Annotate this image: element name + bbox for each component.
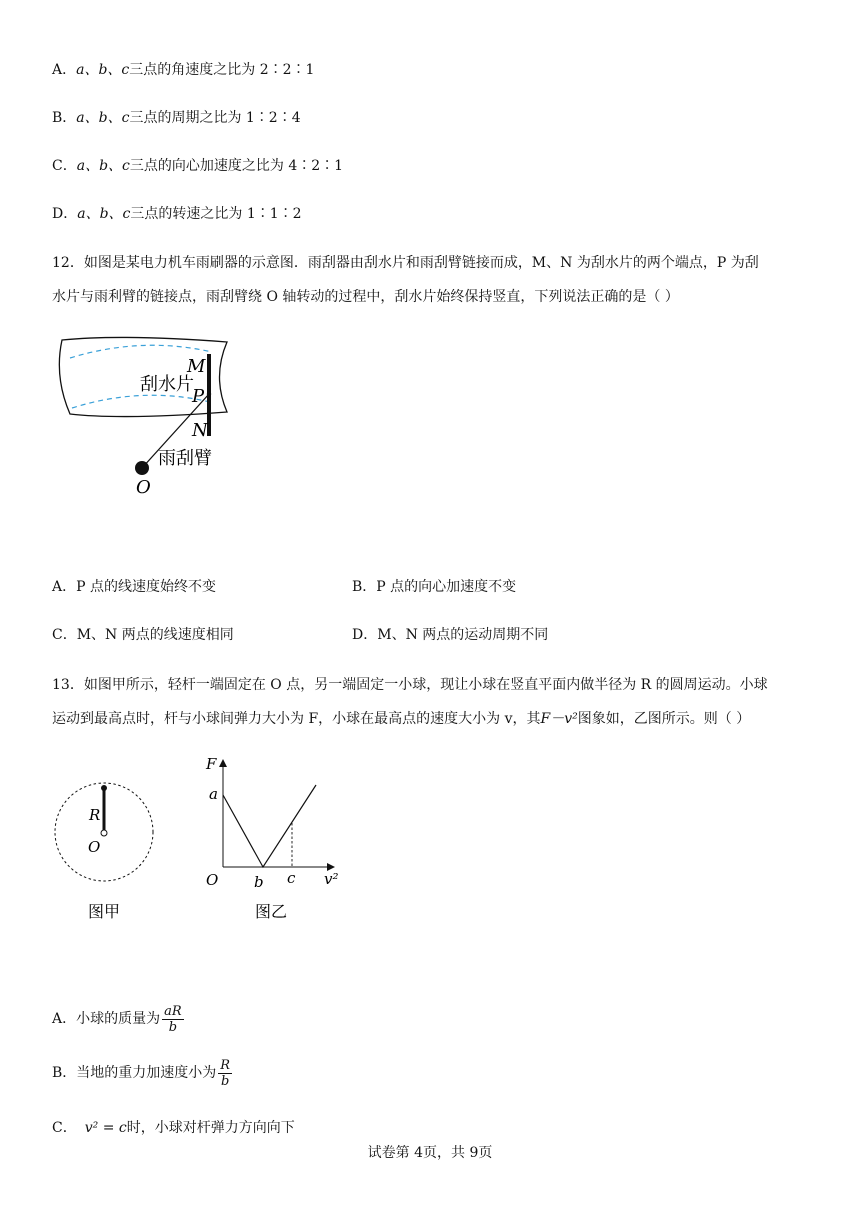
q13-stem-line-1: 13．如图甲所示，轻杆一端固定在 O 点，另一端固定一小球，现让小球在竖直平面内做半径为 R 的圆周运动。小球	[52, 677, 768, 693]
q11-option-a	[52, 60, 314, 80]
option-vars: a、b、c	[77, 206, 131, 222]
label-v2: v²	[324, 870, 339, 888]
label-m: M	[187, 356, 206, 377]
label-o: O	[136, 477, 151, 498]
denominator: b	[168, 1019, 178, 1035]
q12-option-b	[352, 577, 516, 597]
option-text: 三点的周期之比为 1∶2∶4	[129, 110, 301, 126]
option-key: B．	[352, 579, 377, 595]
q12-option-a	[52, 577, 216, 597]
figure-jia	[52, 780, 162, 930]
option-key: C．	[52, 1120, 77, 1136]
point-p	[207, 392, 211, 396]
label-c: c	[287, 869, 296, 887]
q13-option-c	[52, 1118, 295, 1138]
wiper-path-arc-bottom	[72, 395, 210, 408]
denominator: b	[221, 1073, 230, 1089]
label-o: O	[88, 838, 101, 856]
stem-text: 运动到最高点时，杆与小球间弹力大小为 F，小球在最高点的速度大小为 v，其	[52, 711, 541, 727]
q13-option-a	[52, 1002, 184, 1036]
q11-option-d	[52, 204, 302, 224]
fraction	[218, 1058, 232, 1089]
option-key: C．	[52, 627, 77, 643]
pivot	[101, 830, 107, 836]
option-text: 三点的角速度之比为 2∶2∶1	[129, 62, 315, 78]
stem-text: 图象如，乙图所示。则（ ）	[577, 711, 751, 727]
option-text: 时，小球对杆弹力方向向下	[126, 1120, 295, 1136]
option-text: P 点的线速度始终不变	[76, 579, 216, 595]
page-footer: 试卷第 4页，共 9页	[367, 1145, 493, 1161]
option-key: B．	[52, 110, 77, 126]
q12-stem-line-2: 水片与雨利臂的链接点，雨刮臂绕 O 轴转动的过程中，刮水片始终保持竖直，下列说法正确的是（ ）	[52, 289, 679, 305]
numerator: R	[220, 1057, 231, 1073]
option-key: A．	[52, 1011, 77, 1027]
option-text: P 点的向心加速度不变	[376, 579, 517, 595]
option-math: v² = c	[84, 1120, 127, 1136]
option-key: D．	[52, 206, 78, 222]
option-key: B．	[52, 1065, 77, 1081]
label-arm: 雨刮臂	[158, 448, 212, 469]
f-v2-line	[223, 785, 316, 867]
label-o: O	[206, 871, 219, 889]
option-key: A．	[52, 62, 77, 78]
option-key: D．	[352, 627, 378, 643]
option-text: 三点的向心加速度之比为 4∶2∶1	[129, 158, 344, 174]
option-text: M、N 两点的线速度相同	[76, 627, 234, 643]
option-vars: a、b、c	[76, 158, 130, 174]
wiper-diagram	[52, 332, 252, 502]
label-a: a	[209, 785, 218, 803]
label-blade: 刮水片	[140, 374, 194, 395]
option-text: 三点的转速之比为 1∶1∶2	[130, 206, 302, 222]
q12-stem-line-1: 12．如图是某电力机车雨刷器的示意图．雨刮器由刮水片和雨刮臂链接而成，M、N 为刮水片的两个端点，P 为刮	[52, 255, 759, 271]
q11-option-b	[52, 108, 301, 128]
option-key: C．	[52, 158, 77, 174]
q12-option-c	[52, 625, 234, 645]
q12-option-d	[352, 625, 548, 645]
pivot-o	[135, 461, 149, 475]
stem-math: F－v²	[540, 711, 578, 727]
option-text: 小球的质量为	[76, 1011, 161, 1027]
caption-yi: 图乙	[255, 902, 288, 921]
q13-stem-line-2	[52, 709, 750, 729]
option-key: A．	[52, 579, 77, 595]
label-r: R	[89, 806, 101, 824]
label-b: b	[254, 873, 264, 891]
caption-jia: 图甲	[88, 902, 121, 921]
option-text: M、N 两点的运动周期不同	[377, 627, 549, 643]
fraction	[162, 1004, 184, 1035]
ball	[101, 785, 107, 791]
label-n: N	[192, 420, 208, 441]
option-vars: a、b、c	[76, 62, 130, 78]
q13-option-b	[52, 1056, 232, 1090]
option-vars: a、b、c	[76, 110, 130, 126]
label-p: P	[192, 386, 205, 407]
option-text: 当地的重力加速度小为	[76, 1065, 217, 1081]
label-f: F	[206, 755, 217, 773]
figure-yi	[200, 755, 350, 930]
q11-option-c	[52, 156, 343, 176]
numerator: aR	[164, 1003, 182, 1019]
